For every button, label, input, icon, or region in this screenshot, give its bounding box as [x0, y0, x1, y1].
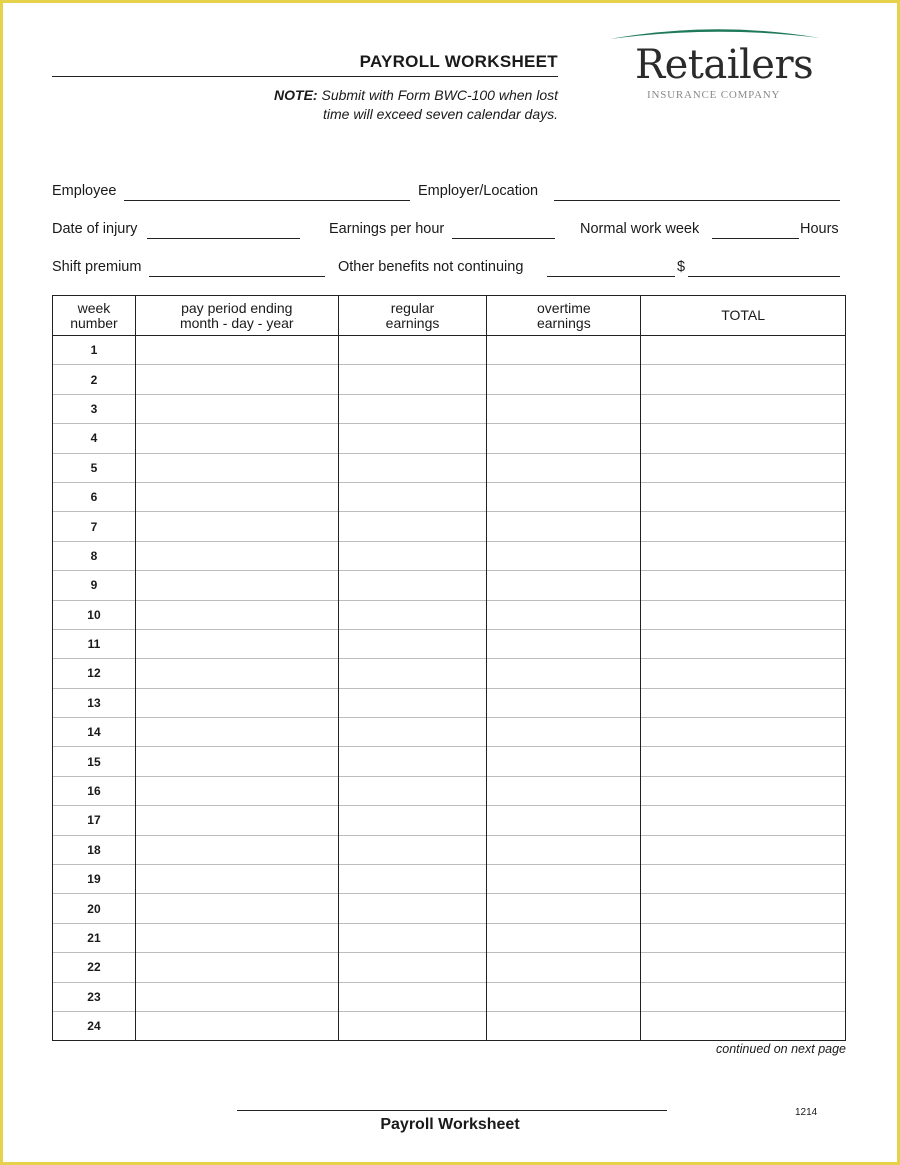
- total-cell[interactable]: [641, 512, 846, 541]
- week-number-cell: 16: [53, 776, 136, 805]
- hours-label: Hours: [800, 221, 839, 237]
- table-body: [53, 336, 846, 1041]
- regular-earnings-cell[interactable]: [338, 718, 487, 747]
- week-number-cell: 6: [53, 482, 136, 511]
- overtime-earnings-cell[interactable]: [487, 982, 641, 1011]
- table-row: [53, 776, 846, 805]
- title-rule: [52, 76, 558, 77]
- pay-period-cell[interactable]: [135, 424, 338, 453]
- employee-field[interactable]: [124, 200, 410, 201]
- regular-earnings-cell[interactable]: [338, 894, 487, 923]
- week-number-cell: 21: [53, 923, 136, 952]
- overtime-earnings-cell[interactable]: [487, 394, 641, 423]
- regular-earnings-cell[interactable]: [338, 482, 487, 511]
- table-row: [53, 688, 846, 717]
- table-row: [53, 365, 846, 394]
- week-number-cell: 10: [53, 600, 136, 629]
- regular-earnings-cell[interactable]: [338, 806, 487, 835]
- date-of-injury-field[interactable]: [147, 238, 300, 239]
- week-number-cell: 24: [53, 1011, 136, 1040]
- total-cell[interactable]: [641, 894, 846, 923]
- week-number-cell: 1: [53, 336, 136, 365]
- week-number-cell: 19: [53, 865, 136, 894]
- total-cell[interactable]: [641, 600, 846, 629]
- table-row: [53, 659, 846, 688]
- pay-period-cell[interactable]: [135, 1011, 338, 1040]
- week-header-line-2: number: [70, 314, 118, 331]
- week-number-cell: 22: [53, 953, 136, 982]
- overtime-earnings-cell[interactable]: [487, 659, 641, 688]
- table-row: [53, 747, 846, 776]
- regular-earnings-cell[interactable]: [338, 659, 487, 688]
- note-label: NOTE:: [274, 87, 318, 103]
- week-number-cell: 7: [53, 512, 136, 541]
- other-benefits-field[interactable]: [547, 276, 675, 277]
- overtime-earnings-cell[interactable]: [487, 336, 641, 365]
- total-cell[interactable]: [641, 424, 846, 453]
- week-number-cell: 14: [53, 718, 136, 747]
- week-number-header: [53, 296, 136, 336]
- regular-earnings-cell[interactable]: [338, 394, 487, 423]
- form-number: 1214: [795, 1107, 818, 1118]
- week-number-cell: 20: [53, 894, 136, 923]
- total-cell[interactable]: [641, 365, 846, 394]
- company-logo: [605, 22, 825, 104]
- table-row: [53, 1011, 846, 1040]
- overtime-earnings-cell[interactable]: [487, 482, 641, 511]
- regular-earnings-cell[interactable]: [338, 453, 487, 482]
- pay-period-cell[interactable]: [135, 571, 338, 600]
- pay-period-cell[interactable]: [135, 747, 338, 776]
- total-cell[interactable]: [641, 953, 846, 982]
- week-number-cell: 13: [53, 688, 136, 717]
- submission-note: [200, 86, 558, 124]
- table-row: [53, 336, 846, 365]
- regular-earnings-header: [338, 296, 487, 336]
- table-row: [53, 453, 846, 482]
- table-row: [53, 718, 846, 747]
- table-row: [53, 629, 846, 658]
- week-number-cell: 3: [53, 394, 136, 423]
- week-number-cell: 18: [53, 835, 136, 864]
- earnings-per-hour-field[interactable]: [452, 238, 555, 239]
- period-header-line-1: pay period ending: [181, 299, 293, 316]
- table-row: [53, 865, 846, 894]
- pay-period-cell[interactable]: [135, 718, 338, 747]
- total-cell[interactable]: [641, 747, 846, 776]
- note-line-2: time will exceed seven calendar days.: [322, 106, 558, 122]
- pay-period-cell[interactable]: [135, 923, 338, 952]
- overtime-header-line-2: earnings: [536, 314, 591, 331]
- dollar-label: $: [677, 259, 686, 275]
- injury-earnings-row: [52, 221, 842, 243]
- regular-earnings-cell[interactable]: [338, 982, 487, 1011]
- table-row: [53, 835, 846, 864]
- regular-header-line-1: regular: [390, 299, 435, 316]
- total-cell[interactable]: [641, 923, 846, 952]
- overtime-earnings-cell[interactable]: [487, 600, 641, 629]
- table-row: [53, 424, 846, 453]
- employer-location-field[interactable]: [554, 200, 840, 201]
- table-header-row: [53, 296, 846, 336]
- footer-title: Payroll Worksheet: [380, 1116, 520, 1133]
- week-number-cell: 12: [53, 659, 136, 688]
- total-cell[interactable]: [641, 394, 846, 423]
- table-row: [53, 806, 846, 835]
- total-cell[interactable]: [641, 718, 846, 747]
- pay-period-cell[interactable]: [135, 512, 338, 541]
- week-number-cell: 23: [53, 982, 136, 1011]
- pay-period-cell[interactable]: [135, 482, 338, 511]
- logo-subtitle: INSURANCE COMPANY: [647, 89, 781, 101]
- total-cell[interactable]: [641, 865, 846, 894]
- overtime-earnings-cell[interactable]: [487, 953, 641, 982]
- week-number-cell: 11: [53, 629, 136, 658]
- normal-work-week-field[interactable]: [712, 238, 799, 239]
- overtime-earnings-cell[interactable]: [487, 894, 641, 923]
- pay-period-cell[interactable]: [135, 688, 338, 717]
- overtime-earnings-cell[interactable]: [487, 571, 641, 600]
- payroll-table: [52, 295, 846, 1041]
- pay-period-cell[interactable]: [135, 365, 338, 394]
- total-cell[interactable]: [641, 629, 846, 658]
- overtime-earnings-cell[interactable]: [487, 923, 641, 952]
- continued-note: continued on next page: [716, 1042, 846, 1056]
- week-number-cell: 5: [53, 453, 136, 482]
- total-cell[interactable]: [641, 835, 846, 864]
- pay-period-cell[interactable]: [135, 776, 338, 805]
- pay-period-cell[interactable]: [135, 600, 338, 629]
- regular-earnings-cell[interactable]: [338, 336, 487, 365]
- footer-rule: [237, 1110, 667, 1111]
- pay-period-cell[interactable]: [135, 806, 338, 835]
- week-number-cell: 15: [53, 747, 136, 776]
- overtime-earnings-header: [487, 296, 641, 336]
- pay-period-cell[interactable]: [135, 394, 338, 423]
- table-row: [53, 571, 846, 600]
- pay-period-cell[interactable]: [135, 629, 338, 658]
- employee-row: [52, 183, 842, 205]
- regular-earnings-cell[interactable]: [338, 1011, 487, 1040]
- regular-earnings-cell[interactable]: [338, 776, 487, 805]
- overtime-earnings-cell[interactable]: [487, 629, 641, 658]
- overtime-earnings-cell[interactable]: [487, 776, 641, 805]
- pay-period-cell[interactable]: [135, 835, 338, 864]
- total-cell[interactable]: [641, 982, 846, 1011]
- pay-period-header: [135, 296, 338, 336]
- overtime-header-line-1: overtime: [537, 299, 591, 316]
- total-cell[interactable]: [641, 659, 846, 688]
- week-number-cell: 4: [53, 424, 136, 453]
- date-of-injury-label: Date of injury: [52, 221, 138, 237]
- other-benefits-label: Other benefits not continuing: [338, 259, 524, 275]
- overtime-earnings-cell[interactable]: [487, 365, 641, 394]
- total-cell[interactable]: [641, 806, 846, 835]
- table-row: [53, 394, 846, 423]
- table-row: [53, 894, 846, 923]
- total-cell[interactable]: [641, 688, 846, 717]
- overtime-earnings-cell[interactable]: [487, 718, 641, 747]
- employer-location-label: Employer/Location: [418, 183, 539, 199]
- overtime-earnings-cell[interactable]: [487, 865, 641, 894]
- week-number-cell: 9: [53, 571, 136, 600]
- note-line-1: Submit with Form BWC-100 when lost: [317, 87, 558, 103]
- logo-wordmark: Retailers: [635, 42, 814, 88]
- regular-earnings-cell[interactable]: [338, 747, 487, 776]
- pay-period-cell[interactable]: [135, 541, 338, 570]
- pay-period-cell[interactable]: [135, 659, 338, 688]
- overtime-earnings-cell[interactable]: [487, 688, 641, 717]
- total-cell[interactable]: [641, 776, 846, 805]
- pay-period-cell[interactable]: [135, 894, 338, 923]
- total-cell[interactable]: [641, 1011, 846, 1040]
- regular-earnings-cell[interactable]: [338, 629, 487, 658]
- total-cell[interactable]: [641, 571, 846, 600]
- table-row: [53, 482, 846, 511]
- week-header-line-1: week: [77, 299, 111, 316]
- total-cell[interactable]: [641, 482, 846, 511]
- normal-work-week-label: Normal work week: [580, 221, 700, 237]
- regular-earnings-cell[interactable]: [338, 865, 487, 894]
- regular-earnings-cell[interactable]: [338, 512, 487, 541]
- regular-earnings-cell[interactable]: [338, 923, 487, 952]
- overtime-earnings-cell[interactable]: [487, 424, 641, 453]
- week-number-cell: 8: [53, 541, 136, 570]
- total-cell[interactable]: [641, 453, 846, 482]
- overtime-earnings-cell[interactable]: [487, 512, 641, 541]
- pay-period-cell[interactable]: [135, 336, 338, 365]
- regular-earnings-cell[interactable]: [338, 600, 487, 629]
- regular-header-line-2: earnings: [385, 314, 440, 331]
- shift-premium-label: Shift premium: [52, 259, 142, 275]
- regular-earnings-cell[interactable]: [338, 424, 487, 453]
- shift-premium-field[interactable]: [149, 276, 325, 277]
- table-row: [53, 982, 846, 1011]
- week-number-cell: 2: [53, 365, 136, 394]
- employee-label: Employee: [52, 183, 117, 199]
- other-benefits-amount-field[interactable]: [688, 276, 840, 277]
- table-row: [53, 541, 846, 570]
- week-number-cell: 17: [53, 806, 136, 835]
- logo-swoosh-icon: [605, 22, 825, 42]
- regular-earnings-cell[interactable]: [338, 688, 487, 717]
- overtime-earnings-cell[interactable]: [487, 453, 641, 482]
- page-title: PAYROLL WORKSHEET: [359, 52, 558, 71]
- regular-earnings-cell[interactable]: [338, 571, 487, 600]
- premium-benefits-row: [52, 259, 842, 281]
- total-cell[interactable]: [641, 336, 846, 365]
- table-row: [53, 600, 846, 629]
- regular-earnings-cell[interactable]: [338, 953, 487, 982]
- pay-period-cell[interactable]: [135, 865, 338, 894]
- regular-earnings-cell[interactable]: [338, 365, 487, 394]
- regular-earnings-cell[interactable]: [338, 835, 487, 864]
- table-row: [53, 953, 846, 982]
- regular-earnings-cell[interactable]: [338, 541, 487, 570]
- table-row: [53, 923, 846, 952]
- earnings-per-hour-label: Earnings per hour: [329, 221, 445, 237]
- pay-period-cell[interactable]: [135, 982, 338, 1011]
- overtime-earnings-cell[interactable]: [487, 541, 641, 570]
- total-header: TOTAL: [641, 296, 846, 336]
- pay-period-cell[interactable]: [135, 453, 338, 482]
- overtime-earnings-cell[interactable]: [487, 835, 641, 864]
- overtime-earnings-cell[interactable]: [487, 806, 641, 835]
- total-cell[interactable]: [641, 541, 846, 570]
- overtime-earnings-cell[interactable]: [487, 747, 641, 776]
- table-row: [53, 512, 846, 541]
- pay-period-cell[interactable]: [135, 953, 338, 982]
- overtime-earnings-cell[interactable]: [487, 1011, 641, 1040]
- period-header-line-2: month - day - year: [179, 314, 294, 331]
